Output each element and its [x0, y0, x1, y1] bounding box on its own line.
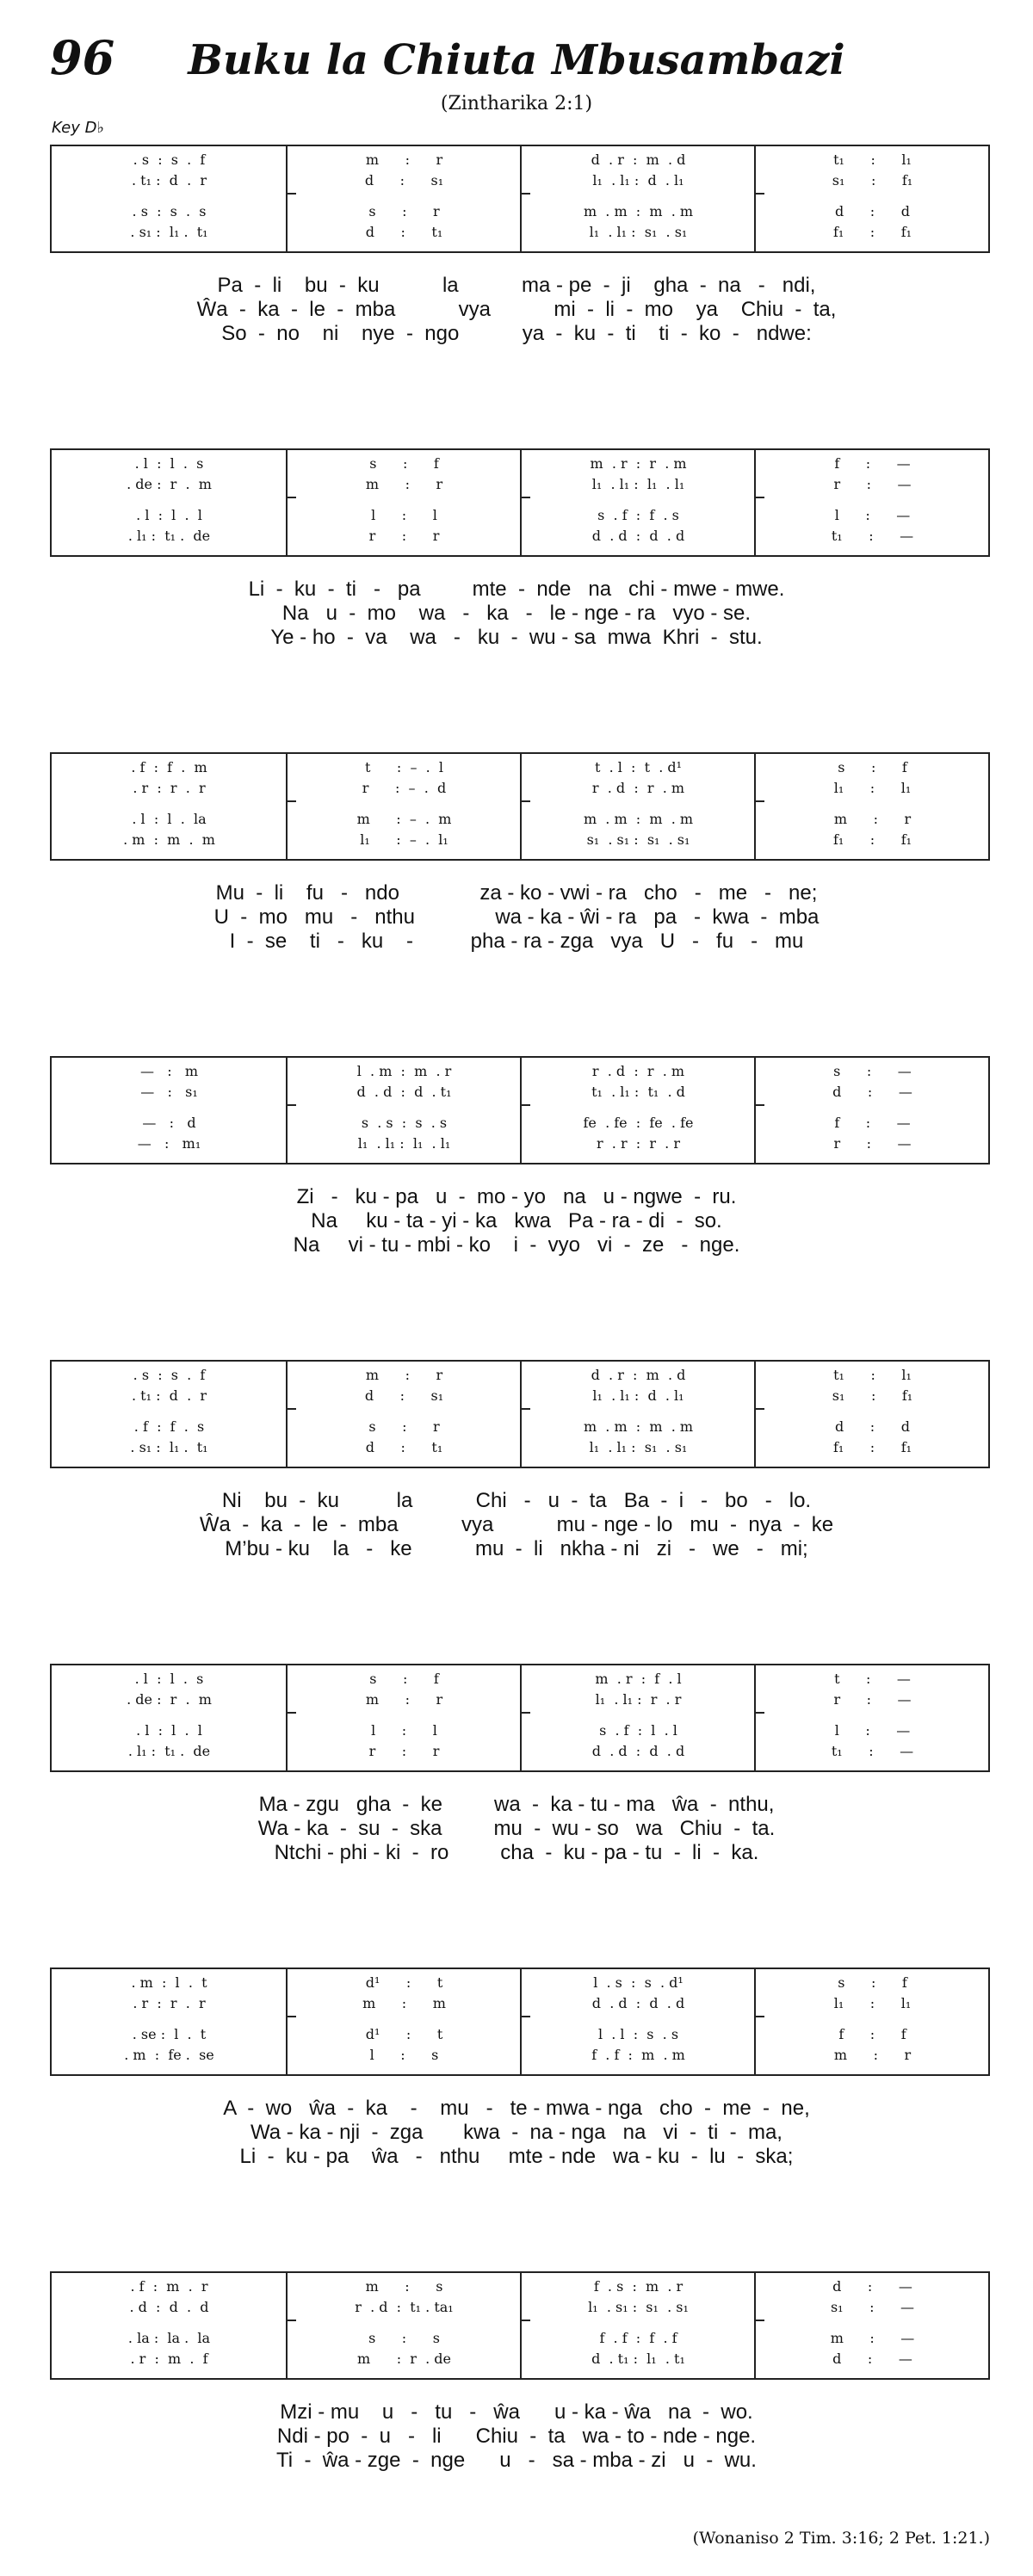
measure [754, 1362, 989, 1467]
voice-line: . t₁ : d . r [132, 172, 207, 188]
voice-line: l₁ : l₁ [833, 780, 912, 796]
staff-tick [288, 497, 296, 498]
staff-tick [522, 1408, 530, 1410]
staff-tick [756, 193, 764, 195]
staff-tick [288, 1104, 296, 1106]
solfa-staff [50, 752, 990, 861]
voice-line: m : m [362, 1995, 446, 2011]
measure [520, 1362, 755, 1467]
voice-line: d : s₁ [364, 1387, 444, 1404]
measure [754, 1665, 989, 1770]
staff-tick [288, 800, 296, 802]
measure [754, 1969, 989, 2074]
voice-line: l . s : s . d¹ [593, 1974, 684, 1991]
voice-line: . m : l . t [131, 1974, 207, 1991]
solfa-staff [50, 1360, 990, 1468]
voice-line: r : — [833, 1135, 912, 1152]
solfa-staff [50, 1056, 990, 1164]
measure [754, 754, 989, 859]
voice-line: m . r : r . m [590, 455, 687, 472]
voice-line: m : r [365, 1367, 443, 1383]
voice-line: s : f [369, 455, 439, 472]
solfa-staff [50, 1968, 990, 2076]
measure [754, 146, 989, 251]
staff-tick [756, 2016, 764, 2017]
voice-line: m : – . m [356, 811, 452, 827]
voice-line: f . s : m . r [593, 2278, 684, 2295]
voice-line: m : s [365, 2278, 443, 2295]
staff-tick [522, 1104, 530, 1106]
voice-line: . d : d . d [129, 2299, 209, 2315]
voice-line: r . r : r . r [596, 1135, 680, 1152]
voice-line: t : — [834, 1671, 911, 1687]
staff-tick [756, 497, 764, 498]
lyric-line: Ye - ho - va wa - ku - wu - sa mwa Khri - stu. [270, 626, 763, 649]
voice-line: t : – . l [364, 759, 444, 775]
hymn-title: Buku la Chiuta Mbusambazi [188, 36, 845, 84]
staff-tick [756, 1712, 764, 1714]
measure [754, 1058, 989, 1163]
voice-line: . t₁ : d . r [132, 1387, 207, 1404]
key-signature: Key D♭ [52, 119, 104, 137]
measure [52, 1362, 287, 1467]
voice-line: . l : l . s [134, 1671, 204, 1687]
lyric-line: Mzi - mu u - tu - ŵa u - ka - ŵa na - wo. [280, 2400, 753, 2424]
voice-line: m : r [365, 476, 443, 492]
voice-line: . l₁ : t₁ . de [127, 1743, 211, 1759]
voice-line: l₁ . l₁ : s₁ . s₁ [589, 224, 688, 240]
staff-tick [522, 1712, 530, 1714]
voice-line: m : r [365, 151, 443, 168]
voice-line: f₁ : f₁ [832, 831, 912, 848]
voice-line: l : — [834, 1722, 911, 1739]
voice-line: s₁ . s₁ : s₁ . s₁ [586, 831, 690, 848]
measure [286, 754, 521, 859]
lyric-line: Ni bu - ku la Chi - u - ta Ba - i - bo - lo. [221, 1489, 812, 1512]
voice-line: . de : r . m [127, 476, 212, 492]
measure [286, 1058, 521, 1163]
voice-line: t₁ : — [831, 1743, 914, 1759]
voice-line: . l : l . la [132, 811, 207, 827]
measure [286, 1665, 521, 1770]
lyric-line: A - wo ŵa - ka - mu - te - mwa - nga cho - me - ne, [223, 2097, 810, 2120]
measure [286, 1969, 521, 2074]
voice-line: s : f [369, 1671, 439, 1687]
voice-line: l₁ . l₁ : l₁ . l₁ [357, 1135, 451, 1152]
lyric-line: Li - ku - ti - pa mte - nde na chi - mwe - mwe. [248, 578, 785, 601]
voice-line: s . s : s . s [361, 1115, 448, 1131]
voice-line: . l : l . l [136, 1722, 202, 1739]
voice-line: s : s [368, 2330, 440, 2346]
voice-line: d¹ : t [365, 1974, 443, 1991]
measure [286, 1362, 521, 1467]
voice-line: l₁ . l₁ : s₁ . s₁ [589, 1439, 688, 1455]
voice-line: d : d [835, 1418, 910, 1435]
voice-line: s₁ : f₁ [832, 172, 913, 188]
voice-line: d¹ : t [365, 2026, 443, 2042]
voice-line: f₁ : f₁ [832, 224, 912, 240]
measure [52, 1058, 287, 1163]
hymn-header [0, 0, 1033, 137]
voice-line: fe . fe : fe . fe [583, 1115, 694, 1131]
voice-line: d . t₁ : l₁ . t₁ [591, 2351, 685, 2367]
voice-line: f : — [834, 1115, 911, 1131]
lyric-line: So - no ni nye - ngo ya - ku - ti ti - ko - ndwe: [221, 322, 812, 345]
staff-tick [288, 1408, 296, 1410]
voice-line: s₁ : f₁ [832, 1387, 913, 1404]
lyric-line: Ma - zgu gha - ke wa - ka - tu - ma ŵa - nthu, [258, 1793, 775, 1816]
voice-line: t₁ : — [831, 528, 914, 544]
voice-line: m : r [365, 1691, 443, 1708]
voice-line: . f : f . m [131, 759, 207, 775]
voice-line: m . m : m . m [583, 203, 694, 219]
voice-line: l₁ . s₁ : s₁ . s₁ [588, 2299, 689, 2315]
voice-line: m : r [833, 2047, 912, 2063]
voice-line: r : r [368, 1743, 440, 1759]
voice-line: . l₁ : t₁ . de [127, 528, 211, 544]
voice-line: r : – . d [362, 780, 447, 796]
lyric-line: Li - ku - pa ŵa - nthu mte - nde wa - ku - lu - ska; [239, 2145, 794, 2168]
voice-line: m : — [830, 2330, 915, 2346]
voice-line: m : r . de [357, 2351, 451, 2367]
solfa-staff [50, 145, 990, 253]
measure [520, 450, 755, 555]
voice-line: r . d : r . m [591, 780, 685, 796]
voice-line: d . d : d . d [591, 1995, 685, 2011]
solfa-staff [50, 1664, 990, 1772]
voice-line: d . d : d . d [591, 1743, 685, 1759]
voice-line: m : r [833, 811, 912, 827]
lyric-line: Ntchi - phi - ki - ro cha - ku - pa - tu - li - ka. [274, 1841, 759, 1864]
measure [520, 754, 755, 859]
lyric-line: Na ku - ta - yi - ka kwa Pa - ra - di - so. [311, 1209, 722, 1232]
measure [520, 146, 755, 251]
voice-line: d : — [832, 2278, 912, 2295]
lyric-line: U - mo mu - nthu wa - ka - ŵi - ra pa - kwa - mba [213, 905, 820, 929]
lyric-line: Wa - ka - su - ska mu - wu - so wa Chiu - ta. [257, 1817, 776, 1840]
voice-line: . la : la . la [127, 2330, 211, 2346]
voice-line: . se : l . t [132, 2026, 207, 2042]
voice-line: d . d : d . d [591, 528, 685, 544]
measure [754, 2273, 989, 2378]
voice-line: . l : l . l [136, 507, 202, 523]
hymn-number: 96 [50, 30, 115, 85]
voice-line: f . f : m . m [591, 2047, 685, 2063]
voice-line: l₁ . l₁ : l₁ . l₁ [591, 476, 685, 492]
voice-line: d . r : m . d [591, 1367, 686, 1383]
voice-line: s : f [838, 1974, 907, 1991]
voice-line: . s₁ : l₁ . t₁ [130, 1439, 208, 1455]
lyric-line: Ŵa - ka - le - mba vya mu - nge - lo mu - nya - ke [199, 1513, 834, 1536]
voice-line: r : — [833, 1691, 912, 1708]
voice-line: . s : s . f [133, 151, 206, 168]
voice-line: d . r : m . d [591, 151, 686, 168]
voice-line: . r : r . r [133, 780, 206, 796]
staff-tick [522, 193, 530, 195]
voice-line: f : — [834, 455, 911, 472]
staff-tick [522, 497, 530, 498]
lyric-line: Mu - li fu - ndo za - ko - vwi - ra cho - me - ne; [215, 881, 818, 905]
lyric-line: Ndi - po - u - li Chiu - ta wa - to - nde - nge. [276, 2425, 757, 2448]
voice-line: . s₁ : l₁ . t₁ [130, 224, 208, 240]
lyric-line: Wa - ka - nji - zga kwa - na - nga na vi - ti - ma, [251, 2121, 782, 2144]
measure [286, 2273, 521, 2378]
voice-line: . r : r . r [133, 1995, 206, 2011]
hymn-subtitle: (Zintharika 2:1) [440, 93, 593, 114]
voice-line: l : l [371, 507, 437, 523]
voice-line: m . m : m . m [583, 811, 694, 827]
lyric-line: Zi - ku - pa u - mo - yo na u - ngwe - ru. [296, 1185, 737, 1208]
measure [52, 754, 287, 859]
voice-line: l . m : m . r [356, 1063, 452, 1079]
measure [286, 146, 521, 251]
voice-line: . l : l . s [134, 455, 204, 472]
voice-line: — : m [139, 1063, 199, 1079]
voice-line: d : t₁ [365, 224, 443, 240]
voice-line: — : s₁ [140, 1084, 198, 1100]
voice-line: s₁ : — [830, 2299, 915, 2315]
lyric-line: Na vi - tu - mbi - ko i - vyo vi - ze - nge. [293, 1233, 740, 1257]
voice-line: d : s₁ [364, 172, 444, 188]
voice-line: s : r [368, 203, 440, 219]
solfa-staff [50, 448, 990, 557]
voice-line: t₁ : l₁ [833, 151, 912, 168]
voice-line: l₁ . l₁ : d . l₁ [592, 172, 684, 188]
voice-line: t₁ : l₁ [833, 1367, 912, 1383]
measure [520, 2273, 755, 2378]
staff-tick [756, 1104, 764, 1106]
voice-line: . f : f . s [133, 1418, 205, 1435]
voice-line: . m : m . m [123, 831, 215, 848]
voice-line: t . l : t . d¹ [594, 759, 683, 775]
measure [52, 146, 287, 251]
lyric-line: Pa - li bu - ku la ma - pe - ji gha - na - ndi, [217, 274, 816, 297]
measure [520, 1058, 755, 1163]
measure [754, 450, 989, 555]
voice-line: s : r [368, 1418, 440, 1435]
solfa-staff [50, 2271, 990, 2380]
voice-line: l : s [369, 2047, 439, 2063]
voice-line: r : — [833, 476, 912, 492]
voice-line: s . f : l . l [599, 1722, 677, 1739]
scripture-reference: (Wonaniso 2 Tim. 3:16; 2 Pet. 1:21.) [692, 2529, 990, 2548]
voice-line: . s : s . f [133, 1367, 206, 1383]
voice-line: l₁ . l₁ : r . r [595, 1691, 682, 1708]
voice-line: l . l : s . s [597, 2026, 679, 2042]
staff-tick [288, 1712, 296, 1714]
lyric-line: Ŵa - ka - le - mba vya mi - li - mo ya Chiu - ta, [196, 298, 837, 321]
voice-line: . m : fe . se [124, 2047, 214, 2063]
voice-line: — : d [142, 1115, 196, 1131]
voice-line: . f : m . r [130, 2278, 208, 2295]
voice-line: d : t₁ [365, 1439, 443, 1455]
voice-line: d : d [835, 203, 910, 219]
voice-line: — : m₁ [137, 1135, 201, 1152]
voice-line: l : l [371, 1722, 437, 1739]
measure [52, 1665, 287, 1770]
voice-line: r . d : r . m [591, 1063, 685, 1079]
staff-tick [756, 1408, 764, 1410]
voice-line: l₁ : – . l₁ [360, 831, 448, 848]
voice-line: t₁ . l₁ : t₁ . d [591, 1084, 685, 1100]
measure [286, 450, 521, 555]
voice-line: d . d : d . t₁ [356, 1084, 452, 1100]
voice-line: d : — [832, 1084, 912, 1100]
lyric-line: I - se ti - ku - pha - ra - zga vya U - fu - mu [229, 930, 804, 953]
staff-tick [288, 2016, 296, 2017]
voice-line: f₁ : f₁ [832, 1439, 912, 1455]
staff-tick [522, 2016, 530, 2017]
staff-tick [288, 193, 296, 195]
voice-line: . de : r . m [127, 1691, 212, 1708]
voice-line: f : f [838, 2026, 906, 2042]
voice-line: s . f : f . s [597, 507, 679, 523]
voice-line: s : — [833, 1063, 912, 1079]
voice-line: . s : s . s [132, 203, 207, 219]
voice-line: s : f [838, 759, 907, 775]
voice-line: r . d : t₁ . ta₁ [355, 2299, 454, 2315]
staff-tick [522, 2320, 530, 2321]
lyric-line: Na u - mo wa - ka - le - nge - ra vyo - se. [281, 602, 752, 625]
voice-line: l₁ . l₁ : d . l₁ [592, 1387, 684, 1404]
measure [52, 450, 287, 555]
lyric-line: M’bu - ku la - ke mu - li nkha - ni zi - we - mi; [225, 1537, 808, 1560]
voice-line: r : r [368, 528, 440, 544]
lyric-line: Ti - ŵa - zge - nge u - sa - mba - zi u - wu. [276, 2449, 757, 2472]
staff-tick [756, 2320, 764, 2321]
voice-line: f . f : f . f [599, 2330, 677, 2346]
staff-tick [522, 800, 530, 802]
voice-line: m . m : m . m [583, 1418, 694, 1435]
measure [52, 2273, 287, 2378]
measure [52, 1969, 287, 2074]
voice-line: l₁ : l₁ [833, 1995, 912, 2011]
voice-line: m . r : f . l [595, 1671, 682, 1687]
staff-tick [288, 2320, 296, 2321]
measure [520, 1665, 755, 1770]
measure [520, 1969, 755, 2074]
voice-line: l : — [834, 507, 911, 523]
voice-line: . r : m . f [130, 2351, 208, 2367]
staff-tick [756, 800, 764, 802]
voice-line: d : — [832, 2351, 912, 2367]
